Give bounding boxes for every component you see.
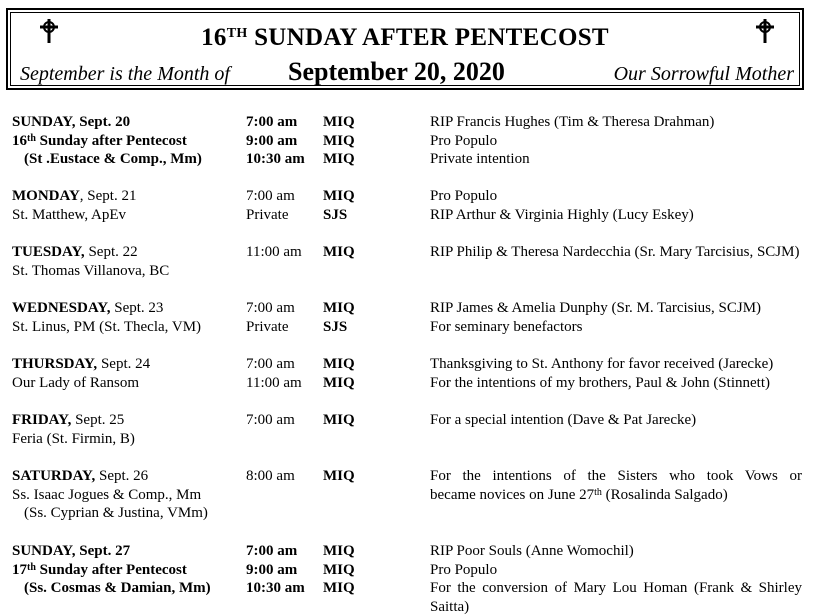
month-dedication-label: September is the Month of: [20, 63, 230, 85]
mass-intention: RIP Poor Souls (Anne Womochil): [430, 543, 634, 559]
mass-location: MIQ: [323, 561, 355, 578]
mass-intention: Private intention: [430, 151, 530, 167]
feast-label: Our Lady of Ransom: [12, 374, 140, 391]
mass-intention: For the intentions of the Sisters who took Vows or: [430, 468, 802, 484]
mass-time: 7:00 am: [246, 188, 295, 204]
feast-label: St. Thomas Villanova, BC: [12, 262, 170, 279]
mass-intention: Thanksgiving to St. Anthony for favor received (Jarecke): [430, 356, 774, 372]
mass-time: 11:00 am: [246, 374, 302, 391]
mass-intention: Pro Populo: [430, 188, 498, 204]
mass-location: MIQ: [323, 151, 355, 167]
mass-location: MIQ: [323, 543, 355, 559]
mass-time: 10:30 am: [246, 580, 305, 596]
mass-intention: RIP Philip & Theresa Nardecchia (Sr. Mary Tarcisius, SCJM): [430, 244, 800, 260]
feast-label: Feria (St. Firmin, B): [12, 430, 135, 447]
mass-location: SJS: [323, 318, 348, 335]
mass-time: 7:00 am: [246, 356, 295, 372]
mass-intention: RIP Arthur & Virginia Highly (Lucy Eskey): [430, 206, 694, 223]
mass-time: 8:00 am: [246, 468, 295, 484]
page-title: 16TH SUNDAY AFTER PENTECOST: [201, 24, 609, 51]
month-dedication: Our Sorrowful Mother: [613, 63, 794, 85]
mass-intention: For the intentions of my brothers, Paul & John (Stinnett): [430, 374, 770, 391]
mass-location: MIQ: [323, 132, 355, 149]
day-label: WEDNESDAY, Sept. 23: [12, 300, 164, 316]
mass-location: MIQ: [323, 114, 355, 130]
mass-time: 7:00 am: [246, 114, 298, 130]
mass-location: MIQ: [323, 412, 355, 428]
feast-commemoration: (Ss. Cosmas & Damian, Mm): [24, 580, 211, 596]
mass-intention: RIP James & Amelia Dunphy (Sr. M. Tarcisius, SCJM): [430, 300, 762, 316]
mass-intention: For a special intention (Dave & Pat Jarecke): [430, 412, 697, 428]
day-label: SATURDAY, Sept. 26: [12, 468, 149, 484]
mass-time: 7:00 am: [246, 300, 295, 316]
day-label: SUNDAY, Sept. 27: [12, 543, 131, 559]
mass-time: Private: [246, 318, 289, 335]
celtic-cross-icon: [38, 18, 60, 44]
day-label: TUESDAY, Sept. 22: [12, 244, 138, 260]
mass-location: MIQ: [323, 580, 355, 596]
bulletin-header: [6, 8, 804, 90]
mass-location: MIQ: [323, 468, 355, 484]
mass-location: MIQ: [323, 374, 355, 391]
feast-label: 17th Sunday after Pentecost: [12, 561, 187, 578]
celtic-cross-icon: [754, 18, 776, 44]
mass-location: MIQ: [323, 356, 355, 372]
mass-intention: For the conversion of Mary Lou Homan (Frank & Shirley Saitta): [430, 580, 802, 615]
mass-intention: Pro Populo: [430, 132, 498, 149]
mass-time: 7:00 am: [246, 543, 298, 559]
day-label: MONDAY, Sept. 21: [12, 188, 137, 204]
mass-time: 10:30 am: [246, 151, 305, 167]
mass-time: 11:00 am: [246, 244, 302, 260]
mass-time: Private: [246, 206, 289, 223]
feast-label: St. Linus, PM (St. Thecla, VM): [12, 318, 202, 335]
mass-location: MIQ: [323, 300, 355, 316]
feast-label: Ss. Isaac Jogues & Comp., Mm: [12, 486, 202, 503]
day-label: FRIDAY, Sept. 25: [12, 412, 125, 428]
feast-commemoration: (Ss. Cyprian & Justina, VMm): [24, 505, 208, 521]
feast-commemoration: (St .Eustace & Comp., Mm): [24, 151, 202, 167]
mass-intention: Pro Populo: [430, 561, 498, 578]
feast-label: St. Matthew, ApEv: [12, 206, 127, 223]
mass-time: 9:00 am: [246, 561, 298, 578]
mass-time: 9:00 am: [246, 132, 298, 149]
day-label: THURSDAY, Sept. 24: [12, 356, 151, 372]
mass-intention: For seminary benefactors: [430, 318, 583, 335]
mass-time: 7:00 am: [246, 412, 295, 428]
mass-location: MIQ: [323, 188, 355, 204]
feast-label: 16th Sunday after Pentecost: [12, 132, 187, 149]
mass-location: MIQ: [323, 244, 355, 260]
mass-location: SJS: [323, 206, 348, 223]
day-label: SUNDAY, Sept. 20: [12, 114, 131, 130]
mass-intention-continued: became novices on June 27th (Rosalinda Salgado): [430, 486, 728, 503]
bulletin-date: September 20, 2020: [288, 57, 505, 86]
mass-intention: RIP Francis Hughes (Tim & Theresa Drahman): [430, 114, 715, 130]
